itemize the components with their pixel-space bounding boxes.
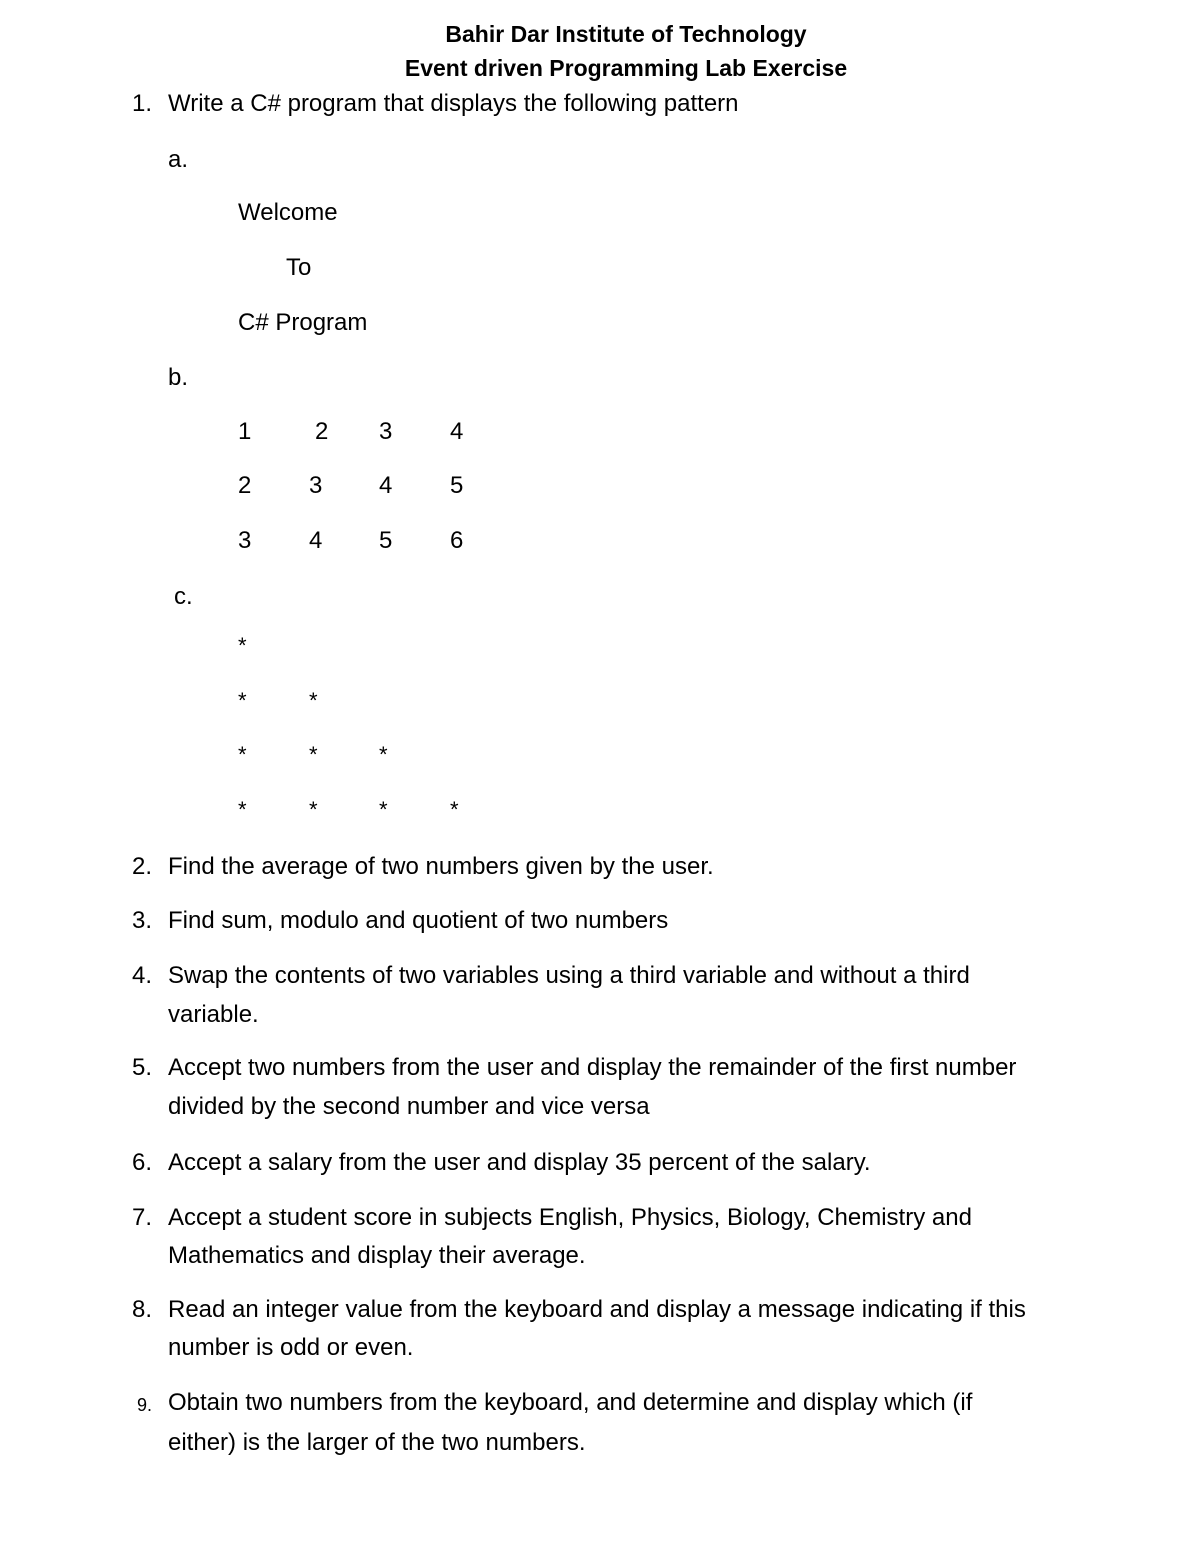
part-a-label: a.	[168, 146, 189, 173]
pattern-a-line-1: Welcome	[238, 199, 338, 226]
pattern-c-star: *	[309, 688, 318, 713]
pattern-b-cell: 5	[450, 472, 464, 499]
pattern-b-cell: 3	[379, 418, 393, 445]
question-1-text: Write a C# program that displays the following pattern	[168, 90, 739, 117]
pattern-b-cell: 2	[315, 418, 329, 445]
pattern-b-cell: 6	[450, 527, 464, 554]
question-7-number: 7.	[131, 1204, 152, 1231]
pattern-b-cell: 4	[379, 472, 393, 499]
part-c-label: c.	[174, 583, 193, 610]
pattern-b-cell: 3	[238, 527, 252, 554]
pattern-c-star: *	[450, 797, 459, 822]
question-4-text-line-2: variable.	[168, 1001, 259, 1028]
pattern-b-cell: 4	[450, 418, 464, 445]
question-1-number: 1.	[131, 90, 152, 117]
pattern-b-cell: 5	[379, 527, 393, 554]
pattern-b-cell: 2	[238, 472, 252, 499]
pattern-c-star: *	[238, 797, 247, 822]
question-9-text-line-1: Obtain two numbers from the keyboard, and determine and display which (if	[168, 1389, 973, 1416]
part-b-label: b.	[168, 364, 189, 391]
question-5-number: 5.	[131, 1054, 152, 1081]
question-5-text-line-2: divided by the second number and vice versa	[168, 1093, 650, 1120]
question-8-number: 8.	[131, 1296, 152, 1323]
question-9-text-line-2: either) is the larger of the two numbers.	[168, 1429, 586, 1456]
pattern-c-star: *	[309, 742, 318, 767]
question-3-number: 3.	[131, 907, 152, 934]
question-6-text: Accept a salary from the user and display 35 percent of the salary.	[168, 1149, 871, 1176]
exercise-title: Event driven Programming Lab Exercise	[404, 55, 848, 81]
pattern-b-cell: 4	[309, 527, 323, 554]
pattern-c-star: *	[238, 633, 247, 658]
pattern-c-star: *	[238, 742, 247, 767]
question-5-text-line-1: Accept two numbers from the user and display the remainder of the first number	[168, 1054, 1017, 1081]
question-8-text-line-1: Read an integer value from the keyboard and display a message indicating if this	[168, 1296, 1026, 1323]
pattern-b-cell: 1	[238, 418, 252, 445]
question-6-number: 6.	[131, 1149, 152, 1176]
pattern-a-line-2: To	[286, 254, 312, 281]
institute-title: Bahir Dar Institute of Technology	[445, 21, 807, 47]
pattern-a-line-3: C# Program	[238, 309, 368, 336]
pattern-b-cell: 3	[309, 472, 323, 499]
question-8-text-line-2: number is odd or even.	[168, 1334, 414, 1361]
question-3-text: Find sum, modulo and quotient of two numbers	[168, 907, 669, 934]
question-7-text-line-2: Mathematics and display their average.	[168, 1242, 586, 1269]
question-2-number: 2.	[131, 853, 152, 880]
question-7-text-line-1: Accept a student score in subjects English, Physics, Biology, Chemistry and	[168, 1204, 972, 1231]
pattern-c-star: *	[238, 688, 247, 713]
question-4-number: 4.	[131, 962, 152, 989]
question-4-text-line-1: Swap the contents of two variables using a third variable and without a third	[168, 962, 970, 989]
pattern-c-star: *	[309, 797, 318, 822]
question-9-number: 9.	[136, 1395, 152, 1415]
pattern-c-star: *	[379, 742, 388, 767]
question-2-text: Find the average of two numbers given by the user.	[168, 853, 714, 880]
pattern-c-star: *	[379, 797, 388, 822]
